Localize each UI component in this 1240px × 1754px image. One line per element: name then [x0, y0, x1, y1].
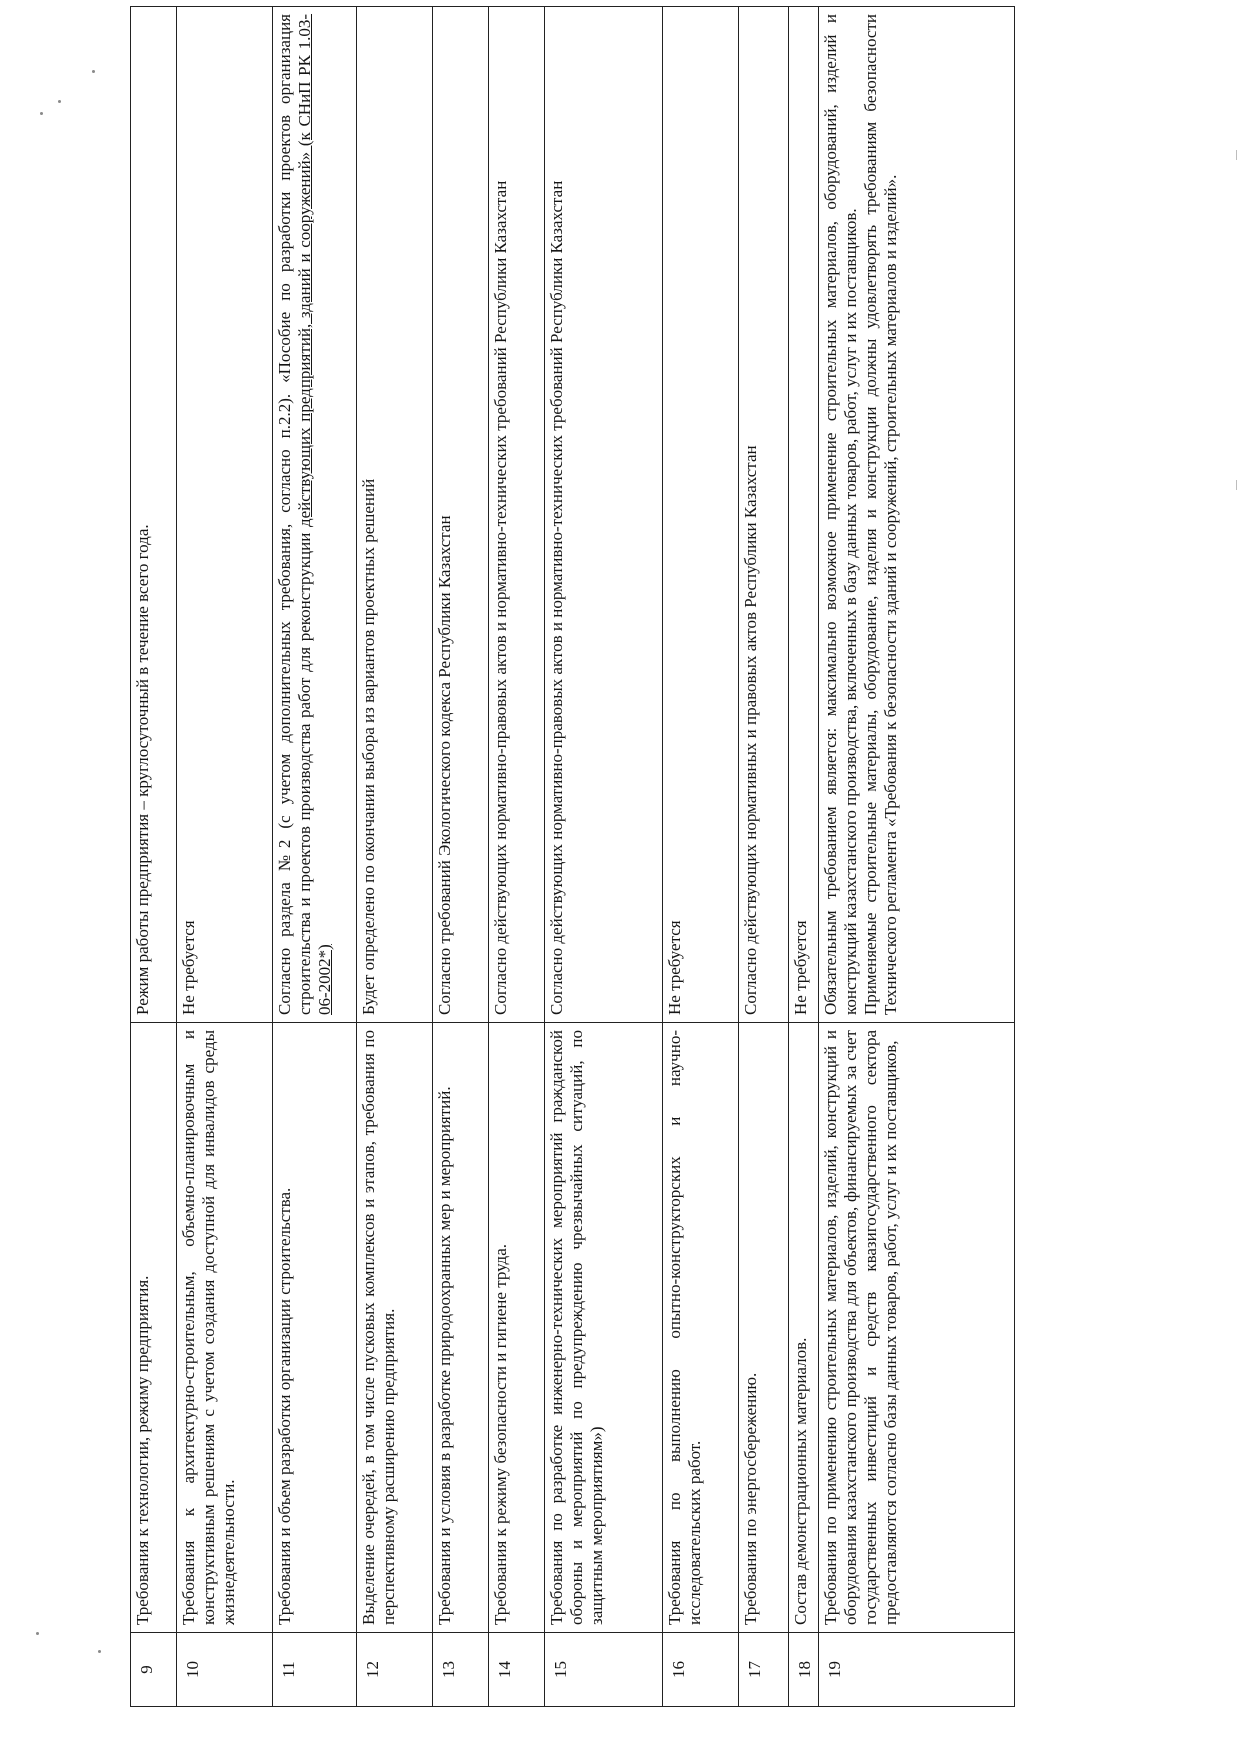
response-cell: Согласно действующих нормативных и правовых актов Республики Казахстан [739, 7, 789, 1023]
table-row [273, 7, 357, 1707]
scan-speck [58, 100, 61, 103]
table-row [789, 7, 819, 1707]
requirement-cell: Требования к архитектурно-строительным, объемно-планировочным и конструктивным решениям с учетом создания доступной для инвалидов среды жизнедеятельности. [177, 1023, 273, 1633]
row-number: 14 [489, 1633, 545, 1707]
scan-speck [40, 112, 43, 115]
response-cell [273, 7, 357, 1023]
requirement-cell: Выделение очередей, в том числе пусковых комплексов и этапов, требования по перспективному расширению предприятия. [357, 1023, 433, 1633]
response-cell: Не требуется [177, 7, 273, 1023]
table-row [131, 7, 177, 1707]
requirement-cell: Требования по применению строительных материалов, изделий, конструкций и оборудования казахстанского производства для объектов, финансируемых за счет государственных инвестиций и средств квазигосударственного сектора предоставляются согласно базы данных товаров, работ, услуг и их поставщиков, [819, 1023, 1015, 1633]
row-number: 18 [789, 1633, 819, 1707]
row-number: 15 [545, 1633, 663, 1707]
response-cell: Не требуется [663, 7, 739, 1023]
row-number: 16 [663, 1633, 739, 1707]
requirement-cell: Требования по энергосбережению. [739, 1023, 789, 1633]
response-cell: Согласно действующих нормативно-правовых актов и нормативно-технических требований Республики Казахстан [545, 7, 663, 1023]
scan-speck [36, 1632, 39, 1635]
table-row [433, 7, 489, 1707]
response-paragraph: Применяемые строительные материалы, оборудование, изделия и конструкции должны удовлетворять требованиям безопасности Технического регламента «Требования к безопасности зданий и сооружений, строительных материалов и изделий». [861, 14, 901, 1015]
scan-edge-mark [1236, 480, 1237, 490]
response-paragraph: Обязательным требованием является: максимально возможное применение строительных материалов, оборудований, изделий и конструкций казахстанского производства, включенных в базу данных товаров, работ, услуг и их поставщиков. [821, 14, 861, 1015]
response-cell: Режим работы предприятия – круглосуточный в течение всего года. [131, 7, 177, 1023]
scan-edge-mark [1236, 150, 1237, 160]
row-number: 13 [433, 1633, 489, 1707]
requirements-table [130, 6, 1015, 1707]
requirement-cell: Требования по выполнению опытно-конструкторских и научно-исследовательских работ. [663, 1023, 739, 1633]
table-row [545, 7, 663, 1707]
requirement-cell: Требования и объем разработки организации строительства. [273, 1023, 357, 1633]
response-cell: Согласно действующих нормативно-правовых актов и нормативно-технических требований Республики Казахстан [489, 7, 545, 1023]
rotated-page-content [130, 7, 1230, 1707]
response-cell: Будет определено по окончании выбора из вариантов проектных решений [357, 7, 433, 1023]
scan-speck [92, 70, 95, 73]
row-number: 11 [273, 1633, 357, 1707]
table-row [357, 7, 433, 1707]
requirement-cell: Состав демонстрационных материалов. [789, 1023, 819, 1633]
table-row [739, 7, 789, 1707]
row-number: 12 [357, 1633, 433, 1707]
response-cell: Не требуется [789, 7, 819, 1023]
table-row [177, 7, 273, 1707]
table-row [489, 7, 545, 1707]
response-cell [819, 7, 1015, 1023]
row-number: 10 [177, 1633, 273, 1707]
response-text: Согласно раздела №2 (с учетом дополнительных требования, согласно п.2.2). «Пособие по разработки проектов организация строительства и проектов производства работ для реконструкции [275, 14, 315, 1015]
response-text-underlined: действующих предприятий, зданий и сооружений» (к СНиП РК 1.03-06-2002*) [295, 13, 335, 1015]
scan-speck [98, 1650, 101, 1653]
requirement-cell: Требования и условия в разработке природоохранных мер и мероприятий. [433, 1023, 489, 1633]
requirement-cell: Требования по разработке инженерно-технических мероприятий гражданской обороны и мероприятий по предупреждению чрезвычайных ситуаций, по защитным мероприятиям») [545, 1023, 663, 1633]
requirement-cell: Требования к технологии, режиму предприятия. [131, 1023, 177, 1633]
row-number: 9 [131, 1633, 177, 1707]
row-number: 19 [819, 1633, 1015, 1707]
response-cell: Согласно требований Экологического кодекса Республики Казахстан [433, 7, 489, 1023]
table-row [819, 7, 1015, 1707]
requirement-cell: Требования к режиму безопасности и гигиене труда. [489, 1023, 545, 1633]
table-row [663, 7, 739, 1707]
row-number: 17 [739, 1633, 789, 1707]
